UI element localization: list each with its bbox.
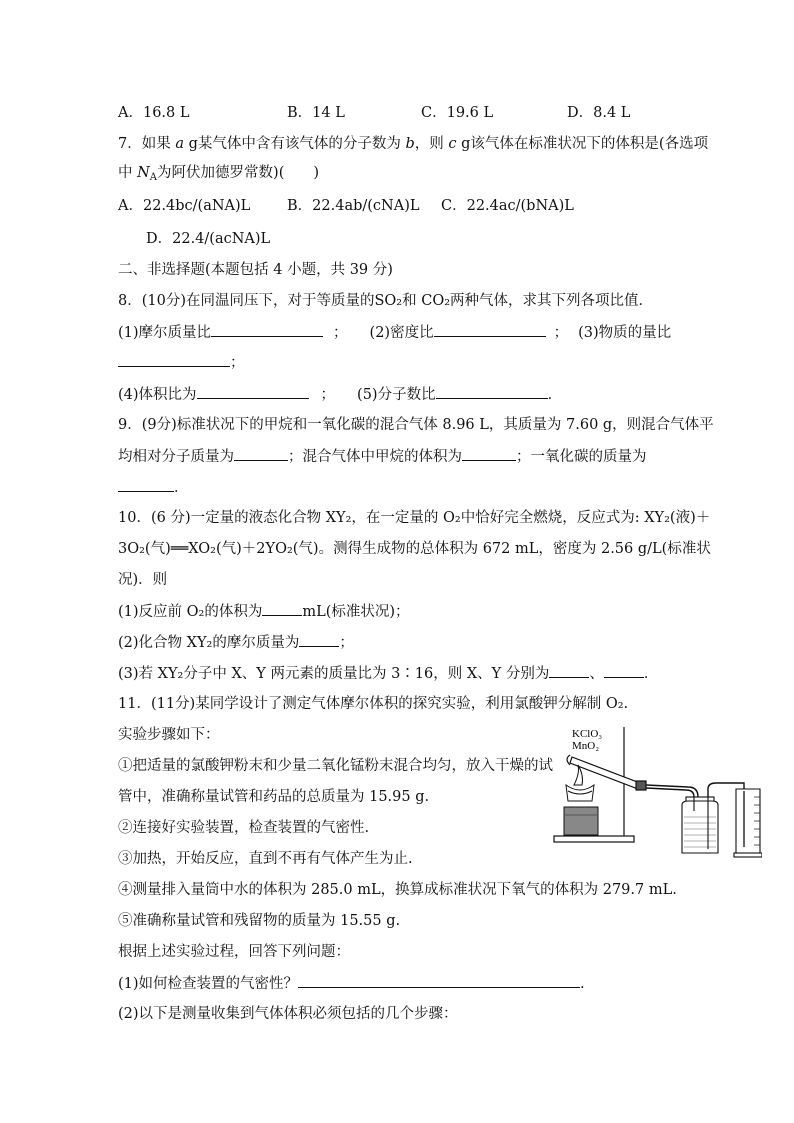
- water-bottle: [682, 797, 718, 853]
- q8-line2: ；: [118, 352, 245, 373]
- answer-blank[interactable]: [118, 477, 174, 492]
- q8-stem: 8．(10分)在同温同压下，对于等质量的SO₂和 CO₂两种气体，求其下列各项比值．: [118, 293, 654, 309]
- q10-sub2: (2)化合物 XY₂的摩尔质量为 ；: [118, 632, 354, 653]
- q11-step1a: ①把适量的氯酸钾粉末和少量二氧化锰粉末混合均匀，放入干燥的试: [118, 758, 553, 774]
- q11-question1: (1)如何检查装置的气密性？ .: [118, 973, 585, 994]
- q7-option-a: A．22.4bc/(aNA)L: [118, 198, 251, 214]
- q7-option-b: B．22.4ab/(cNA)L: [287, 198, 420, 214]
- q7-option-d: D．22.4/(acNA)L: [146, 231, 271, 247]
- mno2-label: MnO₂: [572, 740, 600, 752]
- q11-step3: ③加热，开始反应，直到不再有气体产生为止.: [118, 851, 413, 867]
- q6-option-b: B．14 L: [287, 105, 345, 121]
- q10-line2: 3O₂(气)══XO₂(气)＋2YO₂(气)。测得生成物的总体积为 672 mL，密度为 2.56 g/L(标准状: [118, 541, 711, 557]
- answer-blank[interactable]: [211, 322, 323, 337]
- q11-step4: ④测量排入量筒中水的体积为 285.0 mL，换算成标准状况下氧气的体积为 279.7 mL.: [118, 882, 677, 898]
- q9-line3: ．: [118, 477, 189, 498]
- q6-option-a: A．16.8 L: [118, 105, 190, 121]
- measuring-cylinder: [734, 789, 762, 857]
- q10-line3: 况)．则: [118, 572, 168, 588]
- answer-blank[interactable]: [197, 384, 309, 399]
- gas-collection-apparatus-diagram: [548, 725, 762, 859]
- q9-line1: 9．(9分)标准状况下的甲烷和一氧化碳的混合气体 8.96 L，其质量为 7.60 g，则混合气体平: [118, 417, 714, 433]
- q11-stem: 11．(11分)某同学设计了测定气体摩尔体积的探究实验，利用氯酸钾分解制 O₂.: [118, 696, 629, 712]
- answer-blank[interactable]: [118, 352, 230, 367]
- answer-blank[interactable]: [299, 632, 339, 647]
- q10-sub3: (3)若 XY₂分子中 X、Y 两元素的质量比为 3∶16，则 X、Y 分别为 、 ．: [118, 663, 658, 684]
- kclo3-label: KClO₃: [572, 728, 603, 740]
- q11-prompt: 根据上述实验过程，回答下列问题：: [118, 944, 350, 960]
- q9-line2: 均相对分子质量为 ；混合气体中甲烷的体积为 ；一氧化碳的质量为: [118, 446, 647, 467]
- q11-step2: ②连接好实验装置，检查装置的气密性.: [118, 820, 370, 836]
- q11-step1b: 管中，准确称量试管和药品的总质量为 15.95 g.: [118, 789, 430, 805]
- q8-line1: (1)摩尔质量比 ； (2)密度比 ； (3)物质的量比: [118, 322, 671, 343]
- q11-question2: (2)以下是测量收集到气体体积必须包括的几个步骤：: [118, 1006, 458, 1022]
- answer-blank[interactable]: [298, 973, 580, 988]
- q11-steps-title: 实验步骤如下：: [118, 727, 220, 743]
- answer-blank[interactable]: [604, 663, 644, 678]
- q11-step5: ⑤准确称量试管和残留物的质量为 15.55 g.: [118, 913, 401, 929]
- q7-stem-line1: 7．如果 a g某气体中含有该气体的分子数为 b，则 c g该气体在标准状况下的体积是(各选项: [118, 136, 709, 152]
- section-heading: 二、非选择题(本题包括 4 小题，共 39 分): [118, 262, 393, 278]
- answer-blank[interactable]: [436, 384, 548, 399]
- answer-blank[interactable]: [462, 446, 516, 461]
- answer-blank[interactable]: [234, 446, 288, 461]
- answer-blank[interactable]: [262, 601, 302, 616]
- q10-sub1: (1)反应前 O₂的体积为 mL(标准状况)；: [118, 601, 410, 622]
- q7-stem-line2: 中 $N_A$为阿伏加德罗常数)( ): [118, 165, 320, 183]
- q8-line3: (4)体积比为 ； (5)分子数比 ．: [118, 384, 562, 405]
- q10-line1: 10．(6 分)一定量的液态化合物 XY₂，在一定量的 O₂中恰好完全燃烧，反应式为: XY₂(液)＋: [118, 510, 711, 526]
- q6-option-d: D．8.4 L: [567, 105, 631, 121]
- answer-blank[interactable]: [549, 663, 589, 678]
- answer-blank[interactable]: [434, 322, 546, 337]
- alcohol-lamp: [564, 765, 598, 835]
- q6-option-c: C．19.6 L: [421, 105, 494, 121]
- delivery-tube: [646, 783, 744, 797]
- q7-option-c: C．22.4ac/(bNA)L: [441, 198, 574, 214]
